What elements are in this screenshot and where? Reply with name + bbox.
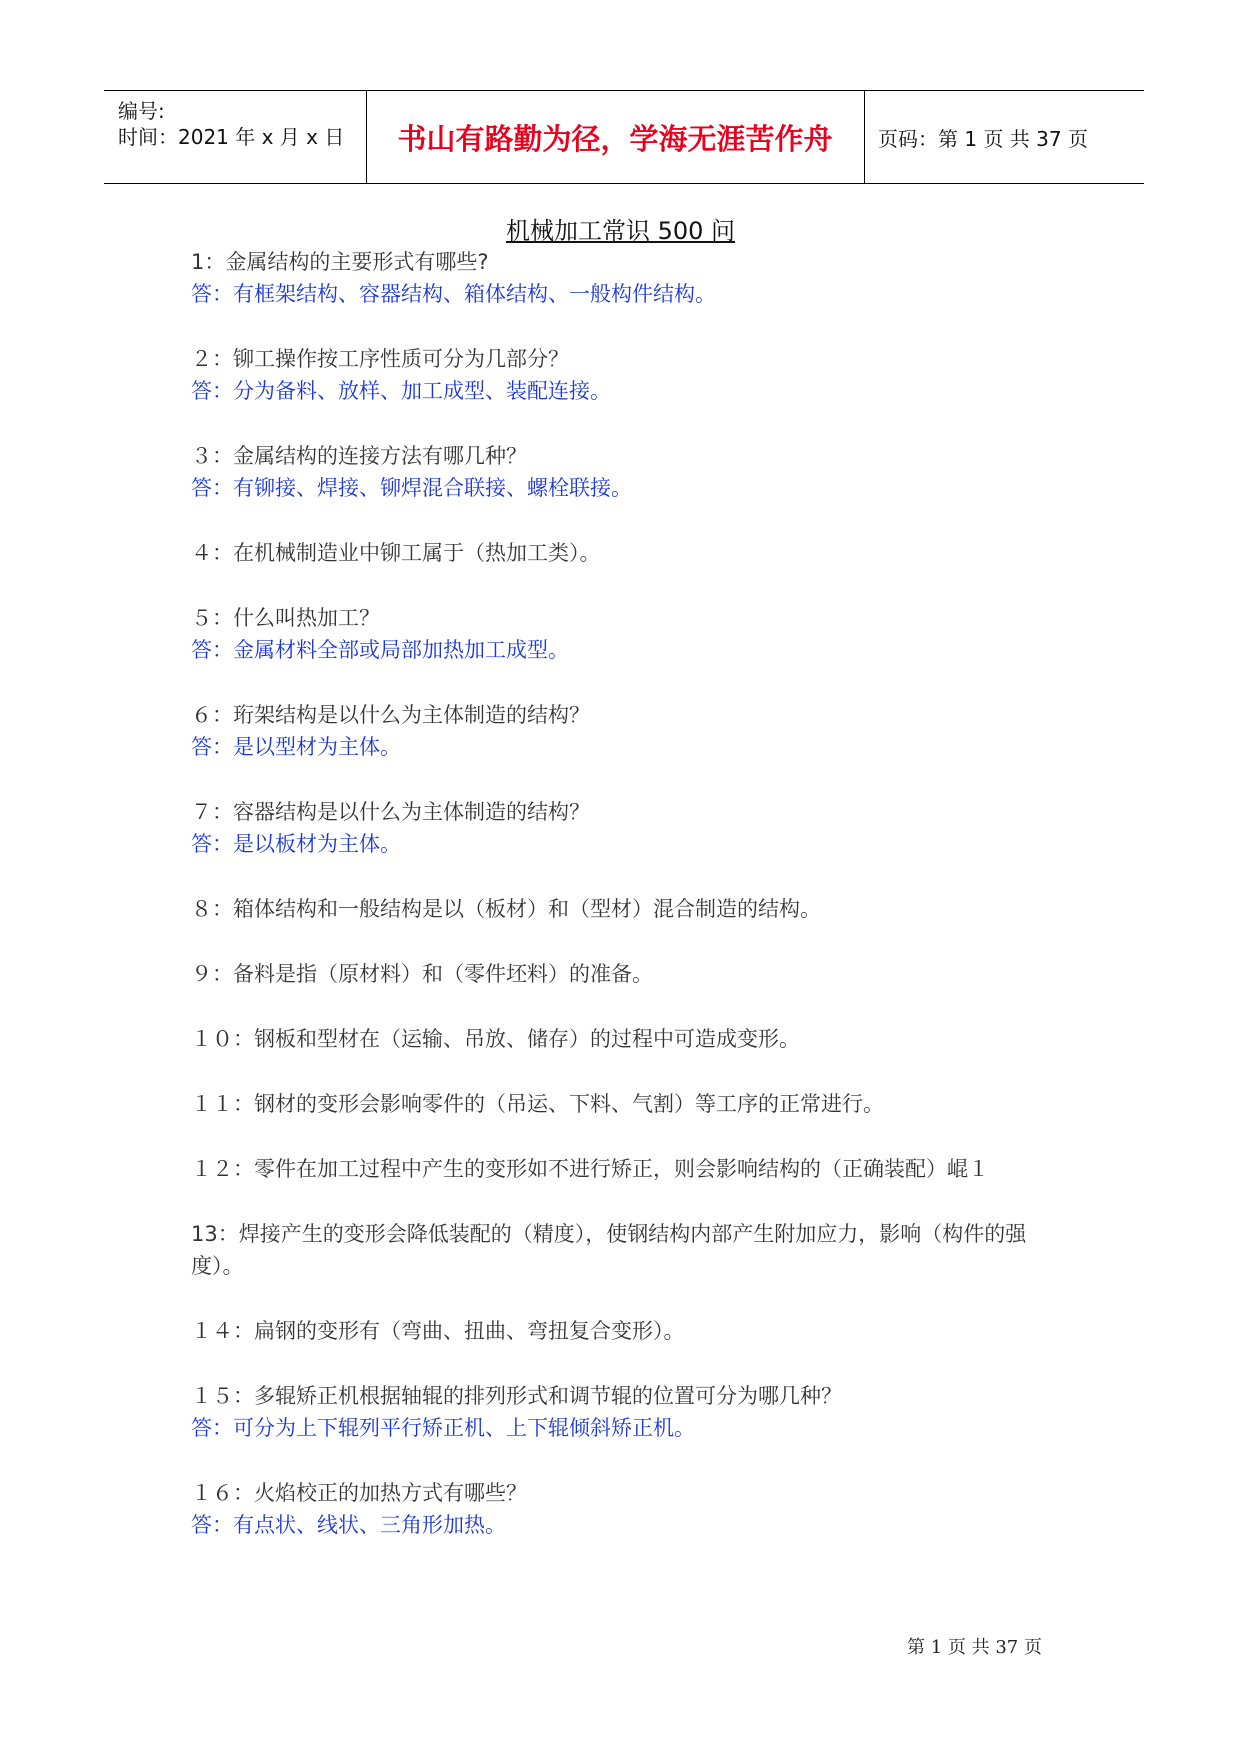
time-label: 时间：2021 年 x 月 x 日 bbox=[118, 125, 345, 149]
answer-text: 答：是以板材为主体。 bbox=[191, 832, 401, 856]
header-motto-cell bbox=[366, 91, 865, 183]
question-text: ３：金属结构的连接方法有哪几种？ bbox=[191, 444, 527, 468]
question-text: 13：焊接产生的变形会降低装配的（精度），使钢结构内部产生附加应力，影响（构件的强度）。 bbox=[191, 1222, 1027, 1278]
page-footer: 第 1 页 共 37 页 bbox=[907, 1637, 1042, 1658]
serial-label: 编号: bbox=[118, 99, 165, 123]
qa-item bbox=[191, 1218, 1071, 1282]
qa-item bbox=[191, 246, 1071, 310]
motto: 书山有路勤为径，学海无涯苦作舟 bbox=[397, 121, 833, 156]
answer-text: 答：有框架结构、容器结构、箱体结构、一般构件结构。 bbox=[191, 282, 716, 306]
qa-item bbox=[191, 537, 1071, 569]
answer-text: 答：有铆接、焊接、铆焊混合联接、螺栓联接。 bbox=[191, 476, 632, 500]
question-text: １２：零件在加工过程中产生的变形如不进行矫正，则会影响结构的（正确装配）崐１ bbox=[191, 1157, 989, 1181]
answer-text: 答：是以型材为主体。 bbox=[191, 735, 401, 759]
qa-item bbox=[191, 1315, 1071, 1347]
question-text: ８：箱体结构和一般结构是以（板材）和（型材）混合制造的结构。 bbox=[191, 897, 821, 921]
qa-item bbox=[191, 958, 1071, 990]
question-text: １０：钢板和型材在（运输、吊放、储存）的过程中可造成变形。 bbox=[191, 1027, 800, 1051]
answer-text: 答：金属材料全部或局部加热加工成型。 bbox=[191, 638, 569, 662]
header-right-cell bbox=[864, 91, 1144, 183]
qa-item bbox=[191, 343, 1071, 407]
question-text: ９：备料是指（原材料）和（零件坯料）的准备。 bbox=[191, 962, 653, 986]
qa-item bbox=[191, 1023, 1071, 1055]
qa-item bbox=[191, 1380, 1071, 1444]
qa-list bbox=[191, 246, 1071, 1574]
question-text: ６：珩架结构是以什么为主体制造的结构？ bbox=[191, 703, 590, 727]
answer-text: 答：分为备料、放样、加工成型、装配连接。 bbox=[191, 379, 611, 403]
qa-item bbox=[191, 893, 1071, 925]
qa-item bbox=[191, 699, 1071, 763]
question-text: １５：多辊矫正机根据轴辊的排列形式和调节辊的位置可分为哪几种？ bbox=[191, 1384, 842, 1408]
qa-item bbox=[191, 1477, 1071, 1541]
question-text: ７：容器结构是以什么为主体制造的结构？ bbox=[191, 800, 590, 824]
question-text: ４：在机械制造业中铆工属于（热加工类）。 bbox=[191, 541, 601, 565]
qa-item bbox=[191, 1153, 1071, 1185]
question-text: ２：铆工操作按工序性质可分为几部分？ bbox=[191, 347, 569, 371]
qa-item bbox=[191, 440, 1071, 504]
qa-item bbox=[191, 602, 1071, 666]
question-text: ５：什么叫热加工？ bbox=[191, 606, 380, 630]
question-text: １４：扁钢的变形有（弯曲、扭曲、弯扭复合变形）。 bbox=[191, 1319, 685, 1343]
question-text: １１：钢材的变形会影响零件的（吊运、下料、气割）等工序的正常进行。 bbox=[191, 1092, 884, 1116]
question-text: 1：金属结构的主要形式有哪些? bbox=[191, 250, 489, 274]
page-info: 页码：第 1 页 共 37 页 bbox=[878, 126, 1088, 151]
header-left-cell bbox=[104, 91, 367, 183]
qa-item bbox=[191, 1088, 1071, 1120]
question-text: １６：火焰校正的加热方式有哪些？ bbox=[191, 1481, 527, 1505]
page-title: 机械加工常识 500 问 bbox=[505, 217, 736, 245]
answer-text: 答：有点状、线状、三角形加热。 bbox=[191, 1513, 506, 1537]
qa-item bbox=[191, 796, 1071, 860]
header-table bbox=[104, 90, 1144, 184]
answer-text: 答：可分为上下辊列平行矫正机、上下辊倾斜矫正机。 bbox=[191, 1416, 695, 1440]
